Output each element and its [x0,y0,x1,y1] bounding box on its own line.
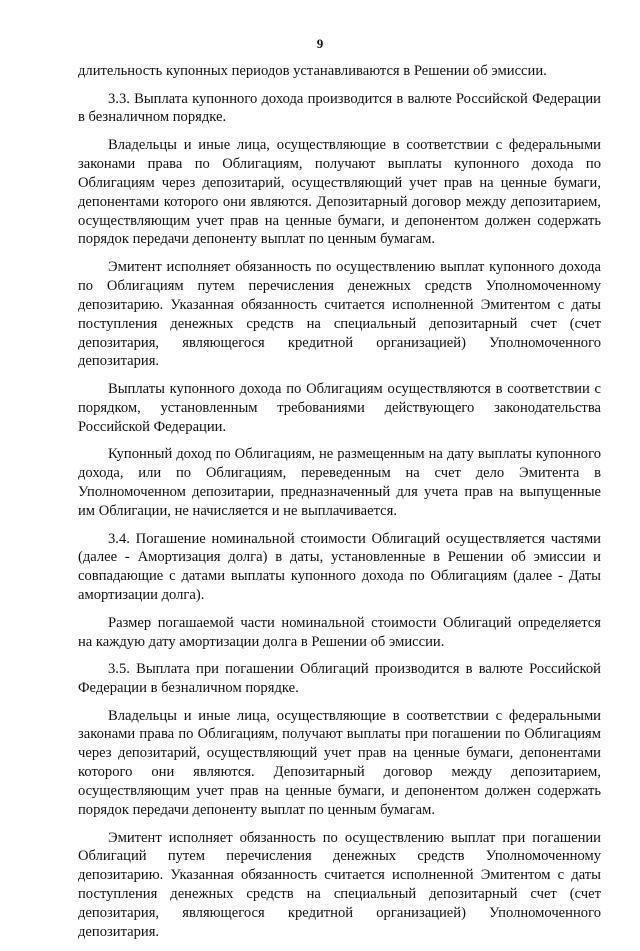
paragraph-3-4-amortization: 3.4. Погашение номинальной стоимости Облигаций осуществляется частями (далее - Амортизация долга) в даты, установленные в Решении об эмиссии и совпадающие с датами выплаты купонного дохода по Облигациям (далее - Даты амортизации долга). [78,530,601,604]
paragraph-continuation: длительность купонных периодов устанавливаются в Решении об эмиссии. [78,63,547,79]
paragraph-coupon-not-accrued: Купонный доход по Облигациям, не размещенным на дату выплаты купонного дохода, или по Облигациям, переведенным на счет дело Эмитента в Уполномоченном депозитарии, предназначенный для учета прав на выпущенные им Облигации, не начисляется и не выплачивается. [78,446,601,519]
paragraph-3-5-redemption-currency: 3.5. Выплата при погашении Облигаций производится в валюте Российской Федерации в безналичном порядке. [78,661,601,697]
paragraph-redemption-holders: Владельцы и иные лица, осуществляющие в соответствии с федеральными законами права по Облигациям, получают выплаты при погашении по Облигациям через депозитарий, осуществляющий учет прав на ценные бумаги, депонентами которого они являются. Депозитарный договор между депозитарием, осуществляющим учет прав на ценные бумаги, и депонентом должен содержать порядок передачи депоненту выплат по ценным бумагам. [78,707,601,819]
paragraph-amortization-size: Размер погашаемой части номинальной стоимости Облигаций определяется на каждую дату амортизации долга в Решении об эмиссии. [78,614,601,650]
paragraph-coupon-issuer-obligation: Эмитент исполняет обязанность по осуществлению выплат купонного дохода по Облигациям путем перечисления денежных средств Уполномоченному депозитарию. Указанная обязанность считается исполненной Эмитентом с даты поступления денежных средств на специальный депозитарный счет (счет депозитария, являющегося кредитной организацией) Уполномоченного депозитария. [78,258,601,370]
paragraph-redemption-issuer-obligation: Эмитент исполняет обязанность по осуществлению выплат при погашении Облигаций путем перечисления денежных средств Уполномоченному депозитарию. Указанная обязанность считается исполненной Эмитентом с даты поступления денежных средств на специальный депозитарный счет (счет депозитария, являющегося кредитной организацией) Уполномоченного депозитария. [78,829,601,941]
page-number: 9 [316,36,324,51]
paragraph-coupon-legislation: Выплаты купонного дохода по Облигациям осуществляются в соответствии с порядком, установленным требованиями действующего законодательства Российской Федерации. [78,380,601,435]
document-body [78,62,601,951]
paragraph-coupon-holders: Владельцы и иные лица, осуществляющие в соответствии с федеральными законами права по Облигациям, получают выплаты купонного дохода по Облигациям через депозитарий, осуществляющий учет прав на ценные бумаги, депонентами которого они являются. Депозитарный договор между депозитарием, осуществляющим учет прав на ценные бумаги, и депонентом должен содержать порядок передачи депоненту выплат по ценным бумагам. [78,136,601,248]
paragraph-3-3-payment-currency: 3.3. Выплата купонного дохода производится в валюте Российской Федерации в безналичном порядке. [78,90,601,126]
